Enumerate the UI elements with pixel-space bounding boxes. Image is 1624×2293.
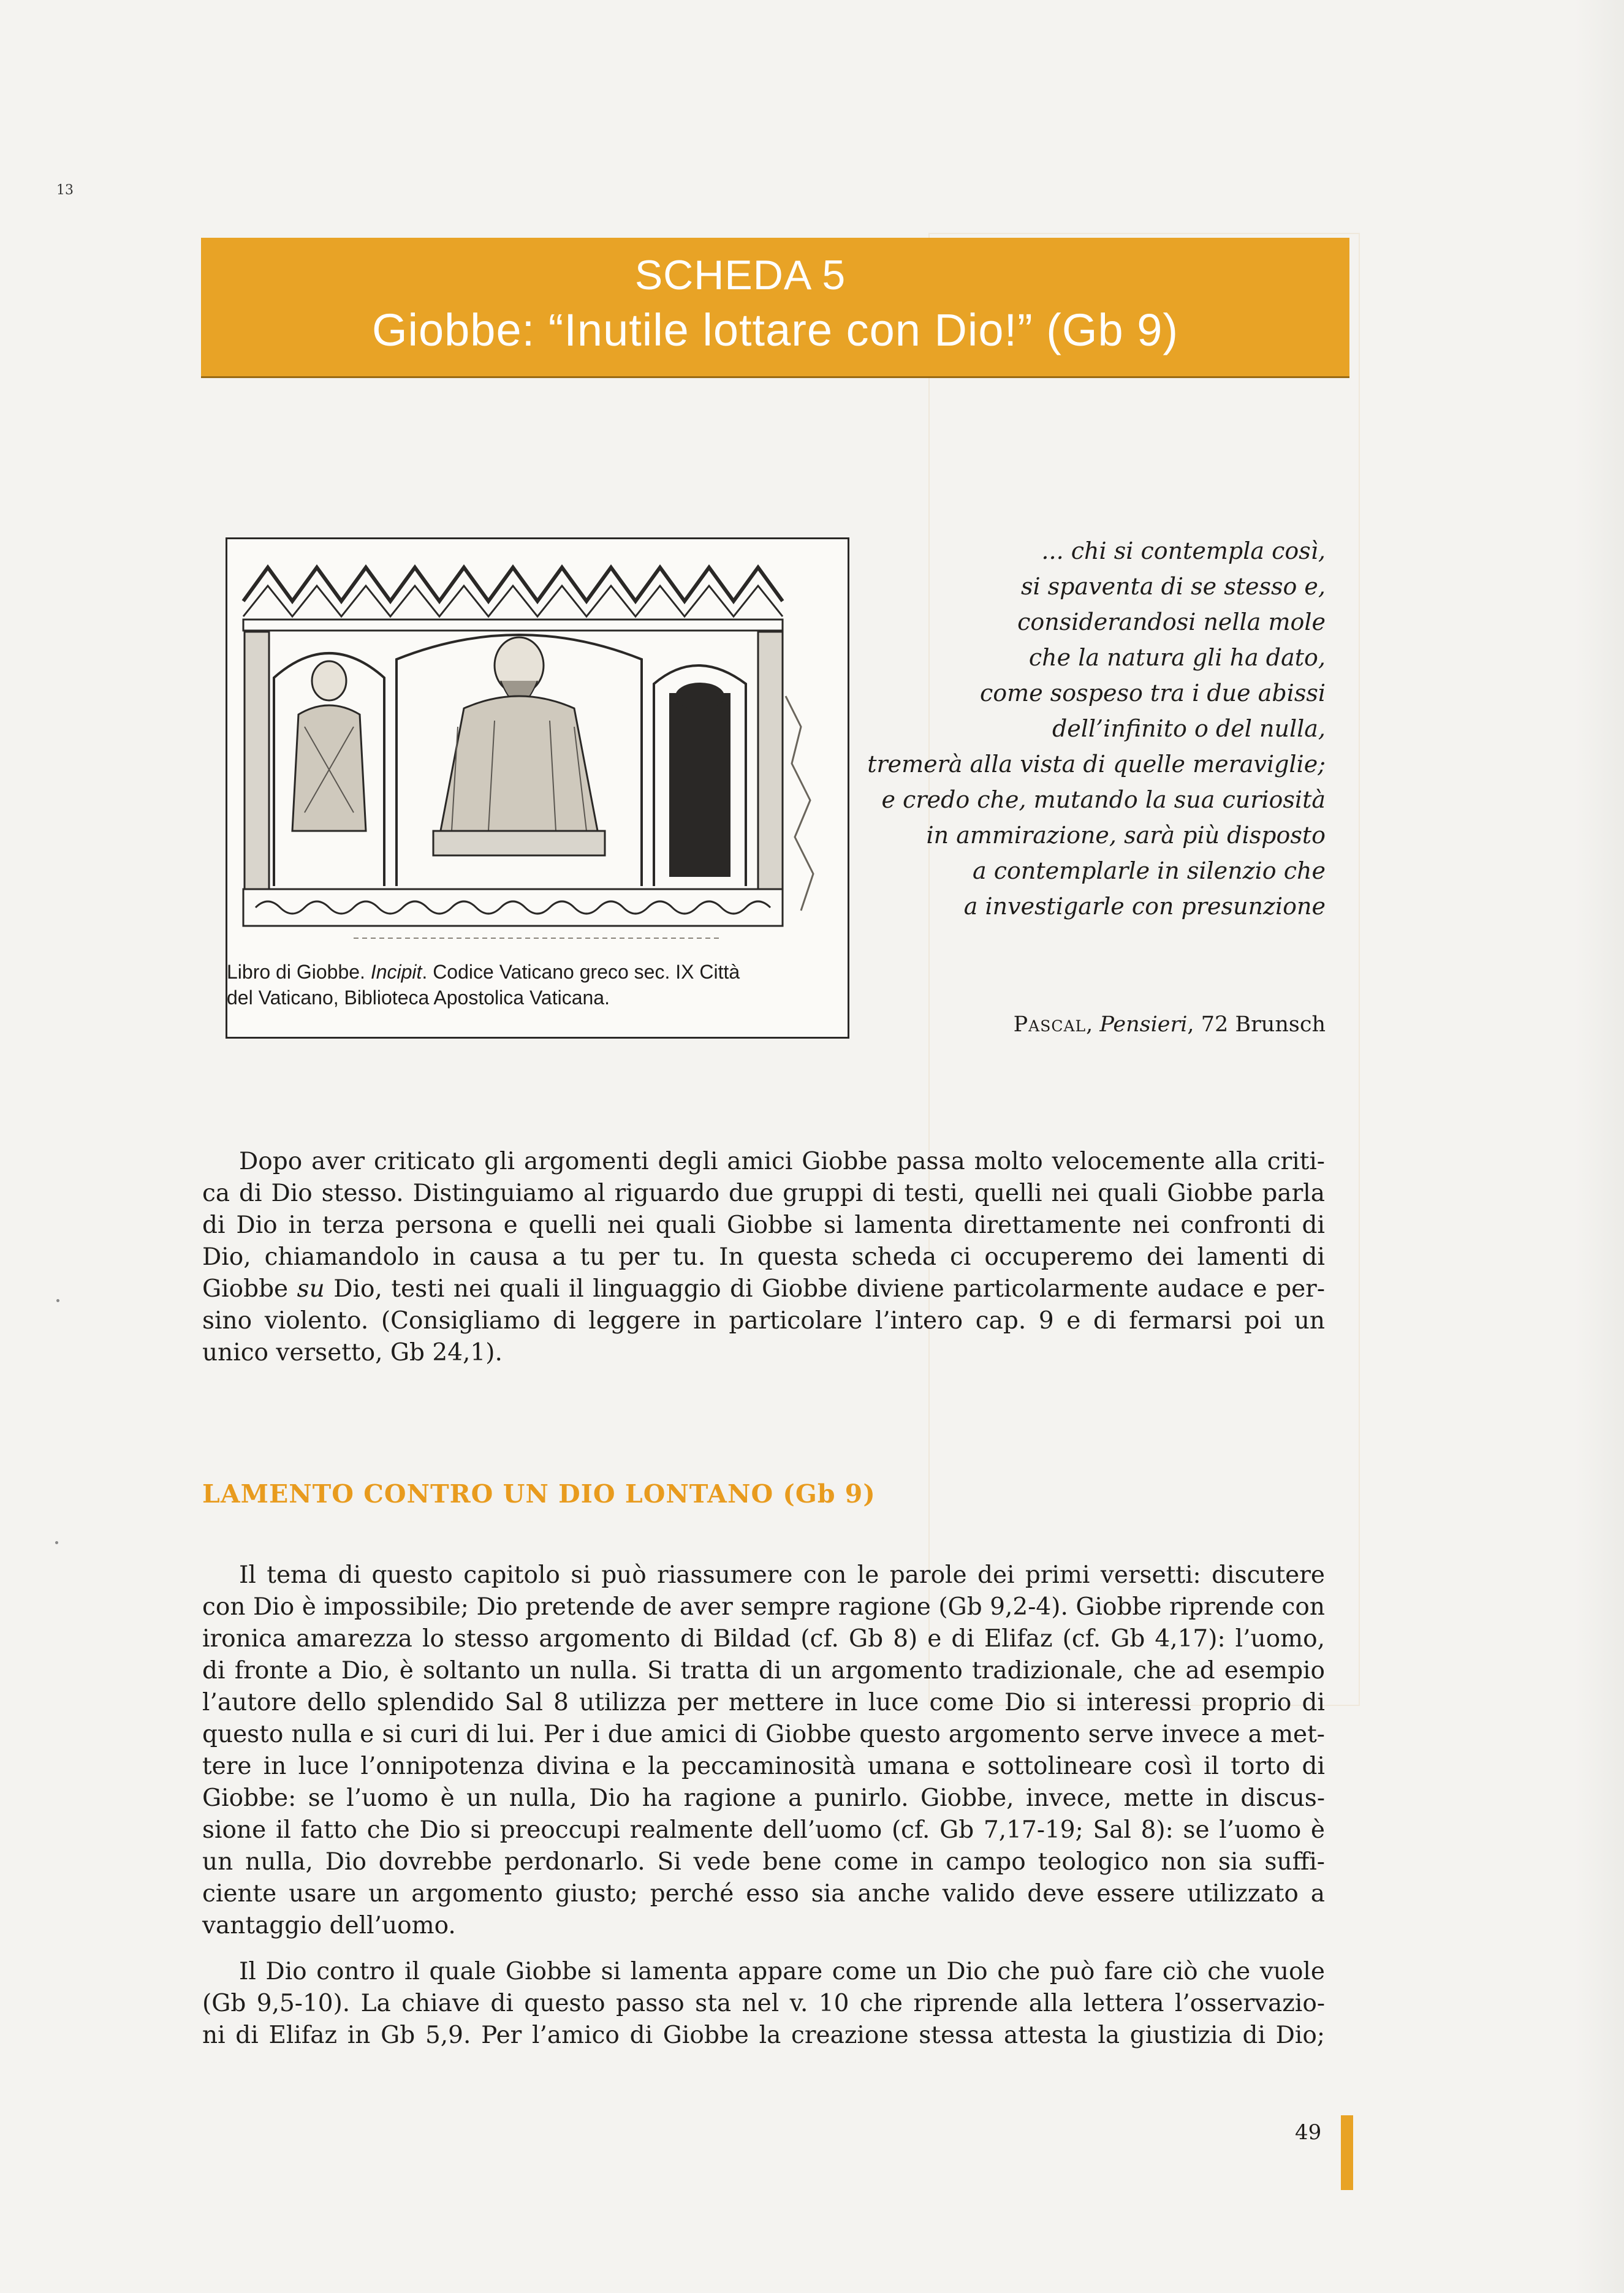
quote-line: a investigarle con presunzione [963, 893, 1326, 920]
body-line: questo nulla e si curi di lui. Per i due amici di Giobbe questo argomento serve invece a met- [202, 1721, 1325, 1748]
body-line: (Gb 9,5-10). La chiave di questo passo sta nel v. 10 che riprende alla lettera l’osservazio- [202, 1990, 1325, 2017]
quote-line: ... chi si contempla così, [1041, 537, 1326, 564]
figure-caption [227, 959, 840, 1010]
quote-line: in ammirazione, sarà più disposto [926, 822, 1326, 849]
body-line: ca di Dio stesso. Distinguiamo al riguardo due gruppi di testi, quelli nei quali Giobbe parla [202, 1180, 1325, 1207]
body-line: Giobbe su Dio, testi nei quali il linguaggio di Giobbe diviene particolarmente audace e per- [202, 1275, 1326, 1303]
banner-title-scheda: SCHEDA 5 [634, 252, 846, 298]
section-heading: LAMENTO CONTRO UN DIO LONTANO (Gb 9) [202, 1479, 876, 1509]
quote-line: a contemplarle in silenzio che [972, 857, 1326, 884]
page-number: 49 [1295, 2120, 1322, 2145]
body-line: tere in luce l’onnipotenza divina e la peccaminosità umana e sottolineare così il torto di [202, 1753, 1325, 1780]
quote-reference: 72 Brunsch [1201, 1012, 1326, 1037]
paragraph-3 [202, 1956, 1325, 2052]
body-line: sione il fatto che Dio si preoccupi realmente dell’uomo (cf. Gb 7,17-19; Sal 8): se l’uomo è [202, 1816, 1325, 1844]
body-line: Dio, chiamandolo in causa a tu per tu. In questa scheda ci occuperemo dei lamenti di [202, 1243, 1325, 1271]
body-line: vantaggio dell’uomo. [202, 1912, 456, 1939]
body-line: sino violento. (Consigliamo di leggere in particolare l’intero cap. 9 e di fermarsi poi un [202, 1307, 1325, 1335]
scan-speck [55, 1541, 58, 1544]
scan-edge [1575, 0, 1624, 2293]
body-line: Dopo aver criticato gli argomenti degli amici Giobbe passa molto velocemente alla criti- [239, 1148, 1325, 1175]
quote-attribution: Pascal, Pensieri, 72 Brunsch [1013, 1012, 1326, 1037]
quote-author: Pascal [1013, 1012, 1087, 1037]
quote-line: tremerà alla vista di quelle meraviglie; [867, 751, 1326, 778]
quote-line: come sospeso tra i due abissi [980, 680, 1326, 707]
quote-line: si spaventa di se stesso e, [1020, 573, 1326, 600]
caption-line-1: Libro di Giobbe. Incipit. Codice Vaticano greco sec. IX Città [227, 961, 740, 983]
body-line: un nulla, Dio dovrebbe perdonarlo. Si vede bene come in campo teologico non sia suffi- [202, 1848, 1325, 1876]
quote-line: e credo che, mutando la sua curiosità [881, 786, 1326, 813]
body-line: Il Dio contro il quale Giobbe si lamenta appare come un Dio che può fare ciò che vuole [239, 1958, 1325, 1985]
caption-line-2: del Vaticano, Biblioteca Apostolica Vaticana. [227, 987, 610, 1009]
quote-work: Pensieri [1099, 1012, 1188, 1037]
body-line: Il tema di questo capitolo si può riassumere con le parole dei primi versetti: discutere [239, 1561, 1325, 1589]
quote-line: che la natura gli ha dato, [1028, 644, 1326, 671]
quote-line: dell’infinito o del nulla, [1052, 715, 1326, 742]
scan-speck [56, 1299, 59, 1302]
scheda-banner [201, 238, 1349, 378]
quote-line: considerandosi nella mole [1017, 608, 1326, 635]
body-line: con Dio è impossibile; Dio pretende de aver sempre ragione (Gb 9,2-4). Giobbe riprende con [202, 1593, 1325, 1621]
body-line: unico versetto, Gb 24,1). [202, 1339, 503, 1366]
body-line: ni di Elifaz in Gb 5,9. Per l’amico di Giobbe la creazione stessa attesta la giustizia di Dio; [202, 2022, 1325, 2049]
body-line: Giobbe: se l’uomo è un nulla, Dio ha ragione a punirlo. Giobbe, invece, mette in discus- [202, 1784, 1325, 1812]
banner-title-main: Giobbe: “Inutile lottare con Dio!” (Gb 9) [371, 305, 1179, 355]
body-line: ciente usare un argomento giusto; perché esso sia anche valido deve essere utilizzato a [202, 1880, 1325, 1908]
body-line: di fronte a Dio, è soltanto un nulla. Si tratta di un argomento tradizionale, che ad esempio [202, 1657, 1325, 1685]
intro-paragraph [202, 1146, 1325, 1369]
body-line: l’autore dello splendido Sal 8 utilizza per mettere in luce come Dio si interessi proprio di [202, 1689, 1325, 1716]
corner-page-number: 13 [56, 183, 74, 198]
bleed-through-decoration [928, 233, 1360, 1706]
body-line: ironica amarezza lo stesso argomento di Bildad (cf. Gb 8) e di Elifaz (cf. Gb 4,17): l’uomo, [202, 1625, 1325, 1653]
pascal-quote [713, 533, 1326, 924]
page-number-bar [1341, 2115, 1353, 2190]
paragraph-2 [202, 1560, 1325, 1942]
body-line: di Dio in terza persona e quelli nei quali Giobbe si lamenta direttamente nei confronti di [202, 1211, 1325, 1239]
